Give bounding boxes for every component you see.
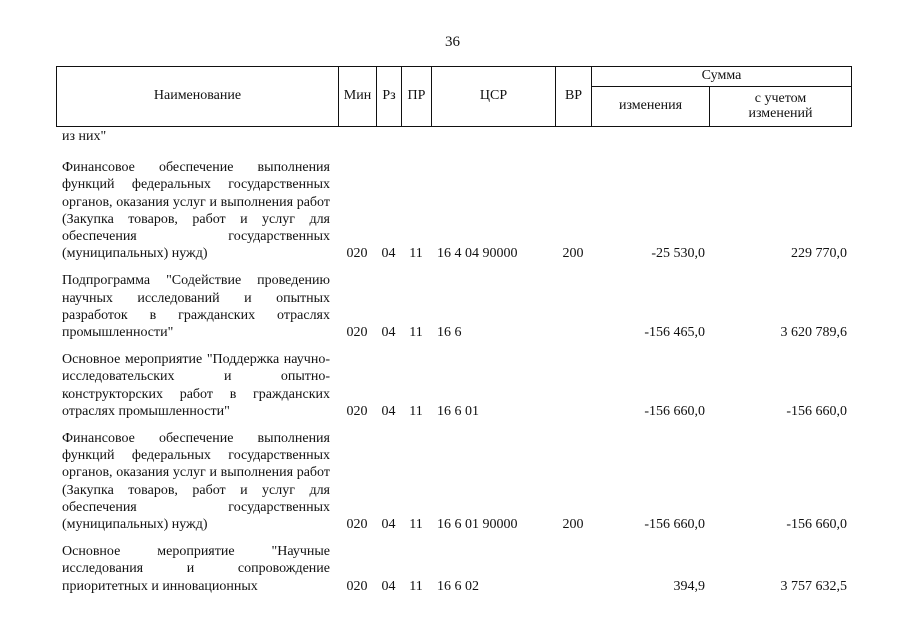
row-name: Основное мероприятие "Научные исследования и сопровождение приоритетных и инновационных [62, 544, 330, 594]
row-min: 020 [346, 578, 368, 594]
row-vr [555, 351, 591, 420]
row-rz: 04 [381, 246, 396, 262]
header-sum: Сумма [592, 67, 852, 87]
row-change [591, 128, 709, 145]
row-change: -25 530,0 [651, 246, 705, 262]
header-name: Наименование [57, 67, 339, 127]
row-min: 020 [346, 403, 368, 419]
row-with-change [709, 128, 851, 145]
table-row [56, 430, 851, 533]
row-with-change: -156 660,0 [786, 403, 847, 419]
row-vr [555, 543, 591, 595]
row-pr [401, 128, 431, 145]
row-pr: 11 [409, 578, 423, 594]
row-rz: 04 [381, 325, 396, 341]
row-rz: 04 [381, 517, 396, 533]
row-csr: 16 6 01 [437, 403, 479, 419]
row-with-change: -156 660,0 [786, 517, 847, 533]
table-row [56, 272, 851, 341]
table-header [56, 66, 852, 127]
row-csr: 16 4 04 90000 [437, 246, 518, 262]
budget-table [56, 128, 851, 595]
row-vr [555, 128, 591, 145]
row-change: -156 660,0 [644, 517, 705, 533]
row-min: 020 [346, 517, 368, 533]
row-vr [555, 272, 591, 341]
header-vr: ВР [556, 67, 592, 127]
row-min: 020 [346, 325, 368, 341]
row-min: 020 [346, 246, 368, 262]
row-min [338, 128, 376, 145]
row-rz [376, 128, 401, 145]
row-name: Подпрограмма "Содействие проведению научных исследований и опытных разработок в гражданских отраслях промышленности" [62, 273, 330, 341]
row-change: -156 660,0 [644, 403, 705, 419]
table-row [56, 543, 851, 595]
row-name: Финансовое обеспечение выполнения функций федеральных государственных органов, оказания услуг и выполнения работ (Закупка товаров, работ и услуг для обеспечения государственных (муниципальных) нужд) [62, 431, 330, 533]
row-name: Финансовое обеспечение выполнения функций федеральных государственных органов, оказания услуг и выполнения работ (Закупка товаров, работ и услуг для обеспечения государственных (муниципальных) нужд) [62, 160, 330, 262]
row-csr: 16 6 01 90000 [437, 517, 518, 533]
header-csr: ЦСР [432, 67, 556, 127]
table-row [56, 159, 851, 262]
row-rz: 04 [381, 403, 396, 419]
header-rz: Рз [377, 67, 402, 127]
row-vr: 200 [562, 246, 584, 262]
row-with-change: 3 757 632,5 [780, 578, 847, 594]
table-row [56, 351, 851, 420]
row-vr: 200 [562, 517, 584, 533]
row-change: 394,9 [673, 578, 705, 594]
row-pr: 11 [409, 403, 423, 419]
row-name: Основное мероприятие "Поддержка научно-исследовательских и опытно-конструкторских работ в гражданских отраслях промышленности" [62, 352, 330, 419]
row-with-change: 3 620 789,6 [780, 325, 847, 341]
header-pr: ПР [402, 67, 432, 127]
row-pr: 11 [409, 517, 423, 533]
header-min: Мин [339, 67, 377, 127]
row-csr: 16 6 02 [437, 578, 479, 594]
row-name: из них" [62, 129, 107, 144]
row-pr: 11 [409, 246, 423, 262]
header-with-change: с учетом изменений [710, 87, 852, 127]
row-with-change: 229 770,0 [791, 246, 847, 262]
header-change: изменения [592, 87, 710, 127]
page-number: 36 [445, 34, 460, 50]
row-csr: 16 6 [437, 325, 462, 341]
row-pr: 11 [409, 325, 423, 341]
row-csr [431, 128, 555, 145]
table-row [56, 128, 851, 145]
row-rz: 04 [381, 578, 396, 594]
row-change: -156 465,0 [644, 325, 705, 341]
